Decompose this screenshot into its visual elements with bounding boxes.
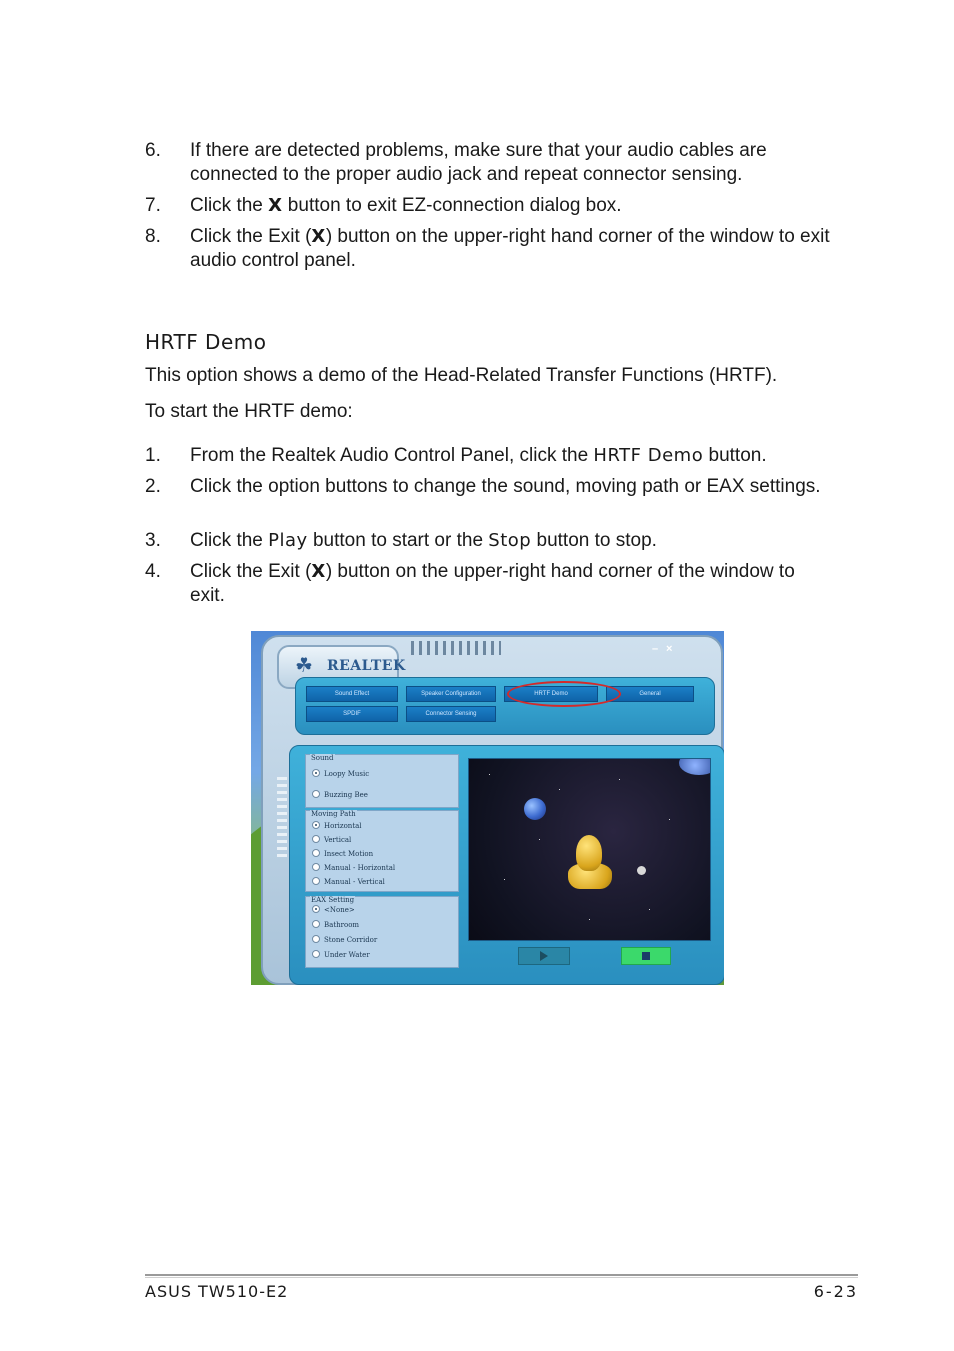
stop-ref: Stop <box>488 530 532 551</box>
play-button[interactable] <box>518 947 570 965</box>
side-grip <box>277 777 287 857</box>
text-run: button to exit EZ-connection dialog box. <box>282 195 622 216</box>
radio-icon <box>312 863 320 871</box>
star <box>619 779 620 780</box>
tab-connector-sensing[interactable]: Connector Sensing <box>406 706 496 722</box>
step-text <box>190 225 830 273</box>
tab-sound-effect[interactable]: Sound Effect <box>306 686 398 702</box>
moving-path-group <box>305 810 459 892</box>
star <box>504 879 505 880</box>
text-run: button to start or the <box>307 530 489 551</box>
logo-text: REALTEK <box>327 658 406 674</box>
sound-group <box>305 754 459 808</box>
realtek-control-panel <box>261 635 723 985</box>
option-label: Bathroom <box>324 921 360 929</box>
path-option-vertical[interactable] <box>312 835 351 844</box>
step-text <box>190 194 830 218</box>
step-number: 2. <box>145 476 161 497</box>
text-run: Click the <box>190 195 269 216</box>
step-text <box>190 560 830 608</box>
star <box>489 774 490 775</box>
star <box>669 819 670 820</box>
step-number: 3. <box>145 530 161 551</box>
option-label: Insect Motion <box>324 850 374 858</box>
tab-general[interactable]: General <box>606 686 694 702</box>
eax-setting-label: EAX Setting <box>311 896 355 904</box>
option-label: Buzzing Bee <box>324 791 368 799</box>
step-number: 7. <box>145 195 161 216</box>
option-label: Loopy Music <box>324 770 370 778</box>
text-run: Click the Exit ( <box>190 226 312 247</box>
text-run: Click the Exit ( <box>190 561 312 582</box>
radio-icon <box>312 790 320 798</box>
text-run: From the Realtek Audio Control Panel, click the <box>190 445 594 466</box>
text-run: button. <box>703 445 767 466</box>
x-button-ref: X <box>311 226 326 247</box>
option-label: Manual - Horizontal <box>324 864 396 872</box>
sound-option-buzzing-bee[interactable] <box>312 790 368 799</box>
path-option-horizontal[interactable] <box>312 821 362 830</box>
path-option-manual-horizontal[interactable] <box>312 863 395 872</box>
footer-divider-light <box>145 1277 858 1278</box>
hrtf-demo-highlight-circle <box>507 681 621 707</box>
radio-icon <box>312 835 320 843</box>
text-run: Click the <box>190 530 269 551</box>
close-button[interactable]: × <box>666 643 673 655</box>
hrtf-demo-ref: HRTF Demo <box>593 445 704 466</box>
section-title: HRTF Demo <box>145 330 267 354</box>
planet-edge <box>679 758 711 775</box>
tab-spdif[interactable]: SPDIF <box>306 706 398 722</box>
star <box>539 839 540 840</box>
step-text: If there are detected problems, make sure that your audio cables are connected to the proper audio jack and repeat connector sensing. <box>190 140 767 185</box>
play-ref: Play <box>268 530 308 551</box>
star <box>589 919 590 920</box>
footer-divider <box>145 1274 858 1276</box>
radio-icon <box>312 920 320 928</box>
moon <box>637 866 646 875</box>
listener-head <box>576 835 602 871</box>
step-number: 1. <box>145 445 161 466</box>
step-number: 4. <box>145 561 161 582</box>
footer-product-name: ASUS TW510-E2 <box>145 1282 289 1301</box>
radio-icon <box>312 849 320 857</box>
text-run: ) button on the upper-right hand corner of the window to exit. <box>190 561 795 606</box>
path-option-manual-vertical[interactable] <box>312 877 385 886</box>
step-number: 8. <box>145 226 161 247</box>
sound-option-loopy-music[interactable] <box>312 769 369 778</box>
crab-logo-icon: ☘ <box>295 655 313 677</box>
path-option-insect-motion[interactable] <box>312 849 373 858</box>
x-button-ref: X <box>268 195 283 216</box>
moving-path-label: Moving Path <box>311 810 356 818</box>
intro-text: This option shows a demo of the Head-Related Transfer Functions (HRTF). <box>145 365 778 386</box>
tab-bar <box>295 677 715 735</box>
step-text <box>190 529 830 553</box>
start-line: To start the HRTF demo: <box>145 401 353 422</box>
eax-option-bathroom[interactable] <box>312 920 359 929</box>
tab-hrtf-demo[interactable]: HRTF Demo <box>504 686 598 702</box>
step-text: Click the option buttons to change the sound, moving path or EAX settings. <box>190 476 821 497</box>
blue-planet <box>524 798 546 820</box>
text-run: ) button on the upper-right hand corner of the window to exit audio control panel. <box>190 226 830 271</box>
sound-group-label: Sound <box>311 754 334 762</box>
radio-icon <box>312 905 320 913</box>
x-button-ref: X <box>311 561 326 582</box>
option-label: Horizontal <box>324 822 362 830</box>
star <box>559 789 560 790</box>
option-label: Stone Corridor <box>324 936 378 944</box>
radio-icon <box>312 769 320 777</box>
step-text <box>190 444 830 468</box>
eax-setting-group <box>305 896 459 968</box>
hrtf-demo-screenshot <box>251 631 724 985</box>
radio-icon <box>312 950 320 958</box>
text-run: button to stop. <box>531 530 657 551</box>
star <box>649 909 650 910</box>
minimize-button[interactable]: – <box>652 643 659 655</box>
eax-option-none[interactable] <box>312 905 355 914</box>
radio-icon <box>312 877 320 885</box>
option-label: <None> <box>324 906 355 914</box>
page-number: 6-23 <box>813 1282 858 1301</box>
tab-speaker-configuration[interactable]: Speaker Configuration <box>406 686 496 702</box>
eax-option-stone-corridor[interactable] <box>312 935 377 944</box>
option-label: Manual - Vertical <box>324 878 385 886</box>
eax-option-under-water[interactable] <box>312 950 370 959</box>
option-label: Vertical <box>324 836 352 844</box>
hrtf-visualization <box>468 758 711 941</box>
stop-button[interactable] <box>621 947 671 965</box>
radio-icon <box>312 935 320 943</box>
step-number: 6. <box>145 140 161 161</box>
drag-grip[interactable] <box>411 641 501 655</box>
option-label: Under Water <box>324 951 370 959</box>
radio-icon <box>312 821 320 829</box>
